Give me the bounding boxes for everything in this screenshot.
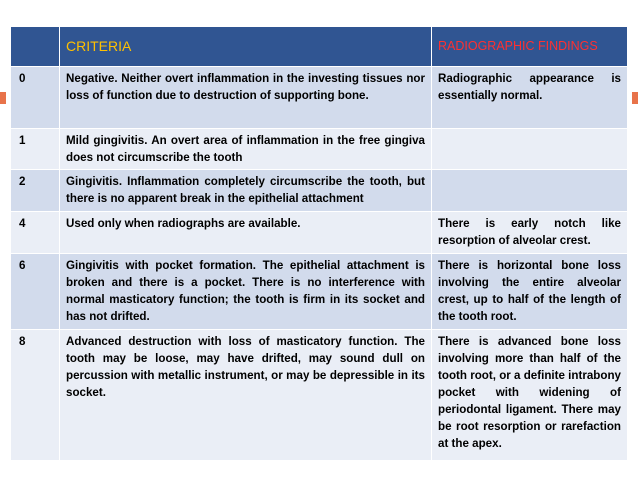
row-criteria: Mild gingivitis. An overt area of inflammation in the free gingiva does not circumscribe the tooth <box>60 129 432 170</box>
row-findings <box>432 129 628 170</box>
row-score: 1 <box>11 129 60 170</box>
row-findings: There is early notch like resorption of alveolar crest. <box>432 212 628 254</box>
header-radiographic-findings: RADIOGRAPHIC FINDINGS <box>432 27 628 67</box>
table-header-row <box>11 27 628 67</box>
row-findings: There is horizontal bone loss involving the entire alveolar crest, up to half of the length of the tooth root. <box>432 254 628 330</box>
table-row <box>11 67 628 129</box>
row-score: 0 <box>11 67 60 129</box>
row-findings: Radiographic appearance is essentially normal. <box>432 67 628 129</box>
row-criteria: Gingivitis with pocket formation. The epithelial attachment is broken and there is a pocket. There is no interference with normal masticatory function; the tooth is firm in its socket and has not drifted. <box>60 254 432 330</box>
table-row <box>11 254 628 330</box>
row-score: 4 <box>11 212 60 254</box>
slide-accent-right <box>632 92 638 104</box>
table-row <box>11 129 628 170</box>
table-row <box>11 330 628 461</box>
header-criteria: CRITERIA <box>60 27 432 67</box>
row-criteria: Negative. Neither overt inflammation in the investing tissues nor loss of function due to destruction of supporting bone. <box>60 67 432 129</box>
row-score: 2 <box>11 170 60 212</box>
periodontal-index-table <box>10 26 628 461</box>
row-findings: There is advanced bone loss involving more than half of the tooth root, or a definite intrabony pocket with widening of periodontal ligament. There may be root resorption or rarefaction at the apex. <box>432 330 628 461</box>
header-index-cell <box>11 27 60 67</box>
row-score: 8 <box>11 330 60 461</box>
row-criteria: Gingivitis. Inflammation completely circumscribe the tooth, but there is no apparent break in the epithelial attachment <box>60 170 432 212</box>
row-criteria: Used only when radiographs are available. <box>60 212 432 254</box>
row-criteria: Advanced destruction with loss of masticatory function. The tooth may be loose, may have drifted, may sound dull on percussion with metallic instrument, or may be depressible in its socket. <box>60 330 432 461</box>
table-row <box>11 212 628 254</box>
row-score: 6 <box>11 254 60 330</box>
table-row <box>11 170 628 212</box>
slide-accent-left <box>0 92 6 104</box>
row-findings <box>432 170 628 212</box>
